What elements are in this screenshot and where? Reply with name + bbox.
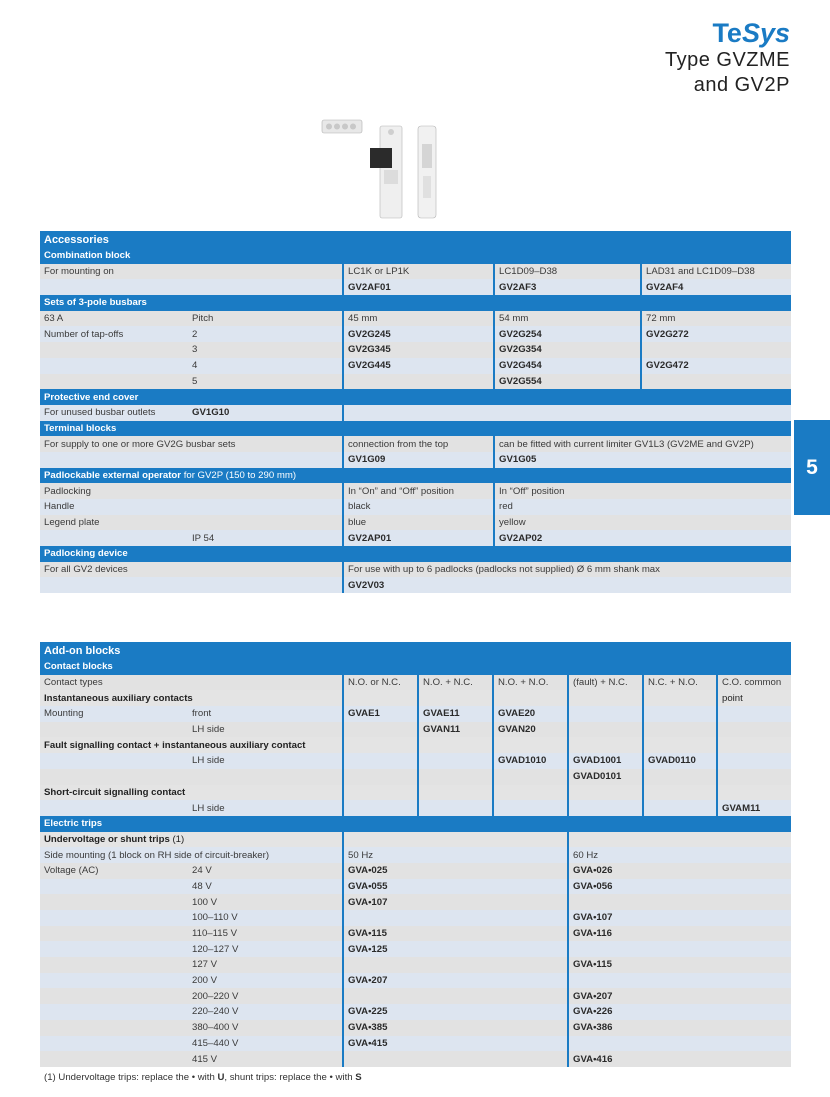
reference-cell: GVAE1 bbox=[343, 706, 418, 722]
brand-header bbox=[665, 18, 790, 98]
freq-50: 50 Hz bbox=[343, 847, 568, 863]
voltage-value: 200–220 V bbox=[188, 988, 343, 1004]
operator-value: blue bbox=[343, 515, 494, 531]
reference-cell bbox=[717, 706, 791, 722]
pitch-cell: 72 mm bbox=[641, 311, 791, 327]
reference-cell: GV2G272 bbox=[641, 326, 791, 342]
trip-row bbox=[40, 926, 791, 942]
reference-cell: GV2AF4 bbox=[641, 279, 791, 295]
pitch-cell: 54 mm bbox=[494, 311, 641, 327]
reference-cell: GV2AF3 bbox=[494, 279, 641, 295]
terminal-label: For supply to one or more GV2G busbar sets bbox=[40, 436, 343, 452]
reference-cell bbox=[568, 706, 643, 722]
mounting-label: Mounting bbox=[40, 706, 188, 722]
reference-cell: GVAD0110 bbox=[643, 753, 717, 769]
voltage-value: 100 V bbox=[188, 894, 343, 910]
reference-cell: GV2G354 bbox=[494, 342, 641, 358]
reference-cell bbox=[418, 753, 493, 769]
contact-type: (fault) + N.C. bbox=[568, 675, 643, 691]
reference-cell: GV2G454 bbox=[494, 358, 641, 374]
contact-type: N.O. + N.C. bbox=[418, 675, 493, 691]
empty-cell bbox=[40, 894, 188, 910]
uv-header: Undervoltage or shunt trips (1) bbox=[40, 832, 343, 848]
short-circuit-header: Short-circuit signalling contact bbox=[40, 785, 343, 801]
empty-cell bbox=[40, 722, 188, 738]
reference-cell bbox=[343, 910, 568, 926]
empty-cell bbox=[40, 910, 188, 926]
operator-value: black bbox=[343, 499, 494, 515]
reference-cell bbox=[643, 706, 717, 722]
tesys-logo: TeSys bbox=[712, 18, 790, 48]
terminal-header: Terminal blocks bbox=[40, 421, 791, 437]
empty-cell bbox=[40, 452, 343, 468]
operator-row-label: Padlocking bbox=[40, 483, 343, 499]
trip-row bbox=[40, 941, 791, 957]
tapoffs-label: Number of tap-offs bbox=[40, 326, 188, 342]
reference-cell bbox=[717, 722, 791, 738]
trip-row bbox=[40, 1004, 791, 1020]
reference-cell: GV1G09 bbox=[343, 452, 494, 468]
combination-label: For mounting on bbox=[40, 264, 343, 280]
reference-cell bbox=[343, 800, 418, 816]
reference-cell bbox=[717, 769, 791, 785]
inst-header: Instantaneous auxiliary contacts bbox=[40, 690, 343, 706]
contact-type: N.C. + N.O. bbox=[643, 675, 717, 691]
reference-cell bbox=[418, 769, 493, 785]
operator-header: Padlockable external operator for GV2P (150 to 290 mm) bbox=[40, 468, 791, 484]
reference-cell bbox=[343, 753, 418, 769]
reference-cell bbox=[717, 753, 791, 769]
reference-cell bbox=[568, 941, 791, 957]
operator-value: red bbox=[494, 499, 791, 515]
reference-cell: GV1G05 bbox=[494, 452, 791, 468]
side-mounting-label: Side mounting (1 block on RH side of circuit-breaker) bbox=[40, 847, 343, 863]
reference-cell: GVAE11 bbox=[418, 706, 493, 722]
mount-lh: LH side bbox=[188, 753, 343, 769]
voltage-value: 415–440 V bbox=[188, 1036, 343, 1052]
reference-cell: GV2G472 bbox=[641, 358, 791, 374]
addon-table bbox=[40, 642, 791, 1067]
tapoff-count: 2 bbox=[188, 326, 343, 342]
empty-cell bbox=[343, 405, 791, 421]
reference-cell: GVA•207 bbox=[343, 973, 568, 989]
mount-front: front bbox=[188, 706, 343, 722]
reference-cell bbox=[343, 1051, 568, 1067]
reference-cell: GVA•225 bbox=[343, 1004, 568, 1020]
operator-value: In “On” and “Off” position bbox=[343, 483, 494, 499]
reference-cell: GVAN11 bbox=[418, 722, 493, 738]
reference-cell: GVAD0101 bbox=[568, 769, 643, 785]
voltage-value: 200 V bbox=[188, 973, 343, 989]
voltage-value: 100–110 V bbox=[188, 910, 343, 926]
pitch-cell: 45 mm bbox=[343, 311, 494, 327]
reference-cell bbox=[568, 1036, 791, 1052]
operator-value: In “Off” position bbox=[494, 483, 791, 499]
reference-cell: GV2G254 bbox=[494, 326, 641, 342]
busbar-rating: 63 A bbox=[40, 311, 188, 327]
empty-cell bbox=[40, 769, 188, 785]
voltage-label: Voltage (AC) bbox=[40, 863, 188, 879]
reference-cell bbox=[343, 722, 418, 738]
addon-title: Add-on blocks bbox=[40, 642, 791, 659]
product-type-line1: Type GVZME bbox=[664, 49, 790, 71]
voltage-value: 120–127 V bbox=[188, 941, 343, 957]
reference-cell bbox=[568, 894, 791, 910]
end-cover-label: For unused busbar outlets bbox=[40, 405, 188, 421]
footnote: (1) Undervoltage trips: replace the • with U, shunt trips: replace the • with S bbox=[44, 1072, 362, 1083]
fault-header: Fault signalling contact + instantaneous auxiliary contact bbox=[40, 737, 343, 753]
reference-cell bbox=[343, 957, 568, 973]
reference-cell bbox=[568, 722, 643, 738]
terminal-option: connection from the top bbox=[343, 436, 494, 452]
tapoff-count: 5 bbox=[188, 374, 343, 390]
empty-cell bbox=[40, 926, 188, 942]
trip-row bbox=[40, 894, 791, 910]
reference-cell bbox=[343, 374, 494, 390]
reference-cell: GVA•416 bbox=[568, 1051, 791, 1067]
empty-cell bbox=[40, 342, 188, 358]
trip-row bbox=[40, 1036, 791, 1052]
reference-cell: GVA•207 bbox=[568, 988, 791, 1004]
voltage-value: 415 V bbox=[188, 1051, 343, 1067]
contact-types-label: Contact types bbox=[40, 675, 343, 691]
padlock-desc: For use with up to 6 padlocks (padlocks not supplied) Ø 6 mm shank max bbox=[343, 562, 791, 578]
reference-cell bbox=[643, 722, 717, 738]
tapoff-count: 4 bbox=[188, 358, 343, 374]
reference-cell bbox=[643, 800, 717, 816]
terminal-option: can be fitted with current limiter GV1L3 (GV2ME and GV2P) bbox=[494, 436, 791, 452]
reference-cell: GVAE20 bbox=[493, 706, 568, 722]
empty-cell bbox=[40, 973, 188, 989]
operator-value: yellow bbox=[494, 515, 791, 531]
reference-cell: GVA•116 bbox=[568, 926, 791, 942]
contact-blocks-header: Contact blocks bbox=[40, 659, 791, 675]
empty-cell bbox=[40, 1051, 188, 1067]
voltage-value: 380–400 V bbox=[188, 1020, 343, 1036]
voltage-value: 48 V bbox=[188, 879, 343, 895]
mount-lh: LH side bbox=[188, 800, 343, 816]
tapoff-count: 3 bbox=[188, 342, 343, 358]
contact-type-cont: point bbox=[717, 690, 791, 706]
empty-cell bbox=[40, 577, 343, 593]
empty-cell bbox=[40, 879, 188, 895]
reference-cell bbox=[418, 800, 493, 816]
end-cover-header: Protective end cover bbox=[40, 389, 791, 405]
reference-cell: GV2G445 bbox=[343, 358, 494, 374]
empty-cell bbox=[40, 1004, 188, 1020]
accessories-table bbox=[40, 231, 791, 593]
reference-cell: GVA•056 bbox=[568, 879, 791, 895]
contact-type: N.O. + N.O. bbox=[493, 675, 568, 691]
reference-cell: GVA•115 bbox=[568, 957, 791, 973]
ip-rating: IP 54 bbox=[188, 530, 343, 546]
reference-cell bbox=[343, 769, 418, 785]
voltage-value: 127 V bbox=[188, 957, 343, 973]
chapter-tab: 5 bbox=[794, 420, 830, 515]
reference-cell bbox=[568, 973, 791, 989]
combination-header: Combination block bbox=[40, 248, 791, 264]
product-photo bbox=[318, 114, 468, 224]
empty-cell bbox=[40, 279, 343, 295]
reference-cell bbox=[343, 988, 568, 1004]
reference-cell: GVAD1010 bbox=[493, 753, 568, 769]
contactor-cell: LC1K or LP1K bbox=[343, 264, 494, 280]
contactor-cell: LC1D09–D38 bbox=[494, 264, 641, 280]
reference-cell: GVA•385 bbox=[343, 1020, 568, 1036]
contact-type: N.O. or N.C. bbox=[343, 675, 418, 691]
pitch-label: Pitch bbox=[188, 311, 343, 327]
reference-cell: GVA•107 bbox=[568, 910, 791, 926]
empty-cell bbox=[40, 988, 188, 1004]
voltage-value: 110–115 V bbox=[188, 926, 343, 942]
empty-cell bbox=[40, 800, 188, 816]
reference-cell: GV2AP02 bbox=[494, 530, 791, 546]
empty-cell bbox=[40, 941, 188, 957]
reference-cell: GVA•386 bbox=[568, 1020, 791, 1036]
reference-cell bbox=[641, 342, 791, 358]
operator-row-label: Legend plate bbox=[40, 515, 343, 531]
trip-row bbox=[40, 1020, 791, 1036]
voltage-value: 220–240 V bbox=[188, 1004, 343, 1020]
trip-row bbox=[40, 910, 791, 926]
empty-cell bbox=[40, 1020, 188, 1036]
trip-row bbox=[40, 863, 791, 879]
empty-cell bbox=[40, 374, 188, 390]
reference-cell: GV1G10 bbox=[188, 405, 343, 421]
reference-cell: GVA•055 bbox=[343, 879, 568, 895]
reference-cell: GVA•107 bbox=[343, 894, 568, 910]
reference-cell: GVA•025 bbox=[343, 863, 568, 879]
reference-cell: GVA•115 bbox=[343, 926, 568, 942]
reference-cell bbox=[493, 800, 568, 816]
padlock-label: For all GV2 devices bbox=[40, 562, 343, 578]
empty-cell bbox=[40, 957, 188, 973]
reference-cell: GV2AP01 bbox=[343, 530, 494, 546]
mount-lh: LH side bbox=[188, 722, 343, 738]
trip-row bbox=[40, 973, 791, 989]
reference-cell: GV2AF01 bbox=[343, 279, 494, 295]
reference-cell bbox=[493, 769, 568, 785]
reference-cell: GVAD1001 bbox=[568, 753, 643, 769]
empty-cell bbox=[40, 358, 188, 374]
padlock-header: Padlocking device bbox=[40, 546, 791, 562]
reference-cell bbox=[643, 769, 717, 785]
operator-row-label: Handle bbox=[40, 499, 343, 515]
reference-cell: GVA•125 bbox=[343, 941, 568, 957]
busbars-header: Sets of 3-pole busbars bbox=[40, 295, 791, 311]
reference-cell: GVA•026 bbox=[568, 863, 791, 879]
trip-row bbox=[40, 1051, 791, 1067]
reference-cell bbox=[568, 800, 643, 816]
trip-row bbox=[40, 879, 791, 895]
empty-cell bbox=[188, 769, 343, 785]
reference-cell: GVA•226 bbox=[568, 1004, 791, 1020]
contact-type: C.O. common bbox=[717, 675, 791, 691]
reference-cell: GVA•415 bbox=[343, 1036, 568, 1052]
trip-row bbox=[40, 988, 791, 1004]
reference-cell: GV2G245 bbox=[343, 326, 494, 342]
empty-cell bbox=[40, 1036, 188, 1052]
accessories-title: Accessories bbox=[40, 231, 791, 248]
voltage-value: 24 V bbox=[188, 863, 343, 879]
reference-cell: GVAN20 bbox=[493, 722, 568, 738]
reference-cell bbox=[641, 374, 791, 390]
reference-cell: GV2G345 bbox=[343, 342, 494, 358]
freq-60: 60 Hz bbox=[568, 847, 791, 863]
trip-row bbox=[40, 957, 791, 973]
reference-cell: GVAM11 bbox=[717, 800, 791, 816]
contactor-cell: LAD31 and LC1D09–D38 bbox=[641, 264, 791, 280]
empty-cell bbox=[40, 753, 188, 769]
reference-cell: GV2G554 bbox=[494, 374, 641, 390]
electric-trips-header: Electric trips bbox=[40, 816, 791, 832]
product-type-line2: and GV2P bbox=[693, 74, 790, 96]
reference-cell: GV2V03 bbox=[343, 577, 791, 593]
empty-cell bbox=[40, 530, 188, 546]
